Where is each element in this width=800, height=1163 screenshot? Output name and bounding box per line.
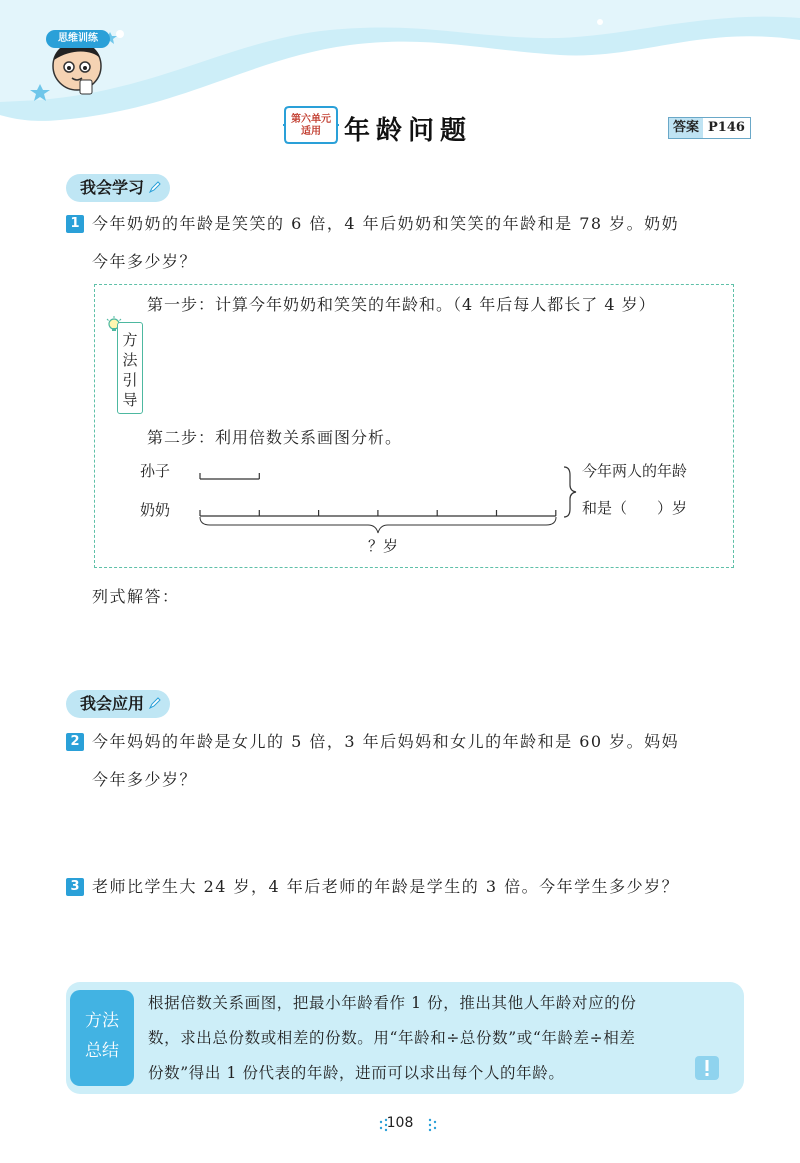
answer-reference [668,117,751,139]
question-1-line1: 今年奶奶的年龄是笑笑的 6 倍，4 年后奶奶和笑笑的年龄和是 78 岁。奶奶 [92,214,680,233]
diagram-row2-bar [200,510,556,516]
pencil-icon [148,696,162,710]
diagram-row1-bar [200,473,259,479]
question-2-line2: 今年多少岁？ [92,770,198,789]
answer-label: 答案 [669,118,703,138]
exclamation-note-icon [692,1053,722,1083]
solve-label: 列式解答： [92,587,180,606]
question-2-line1: 今年妈妈的年龄是女儿的 5 倍，3 年后妈妈和女儿的年龄和是 60 岁。妈妈 [92,732,680,751]
question-2-text [92,723,752,799]
diagram-row1-label: 孙子 [140,462,171,480]
mind-training-badge: 思维训练 [46,30,110,48]
page-number-right-dots-icon [424,1118,438,1132]
diagram-bottom-brace [200,517,556,533]
pencil-icon [148,180,162,194]
step-1-text: 第一步：计算今年奶奶和笑笑的年龄和。（4 年后每人都长了 4 岁） [147,295,656,314]
question-number-2: 2 [66,733,84,751]
method-summary-text [148,986,736,1091]
diagram-brace-text-line2: 和是（ ）岁 [582,499,688,517]
unit-badge-line2: 适用 [301,126,321,137]
question-1-text [92,205,752,281]
section-tag-apply-label: 我会应用 [80,694,145,713]
question-3-text [92,868,752,906]
answer-page: P146 [703,118,750,138]
summary-line3: 份数”得出 1 份代表的年龄，进而可以求出每个人的年龄。 [148,1064,565,1082]
page-title: 年龄问题 [344,116,473,146]
section-tag-learn [66,174,170,202]
question-3-line1: 老师比学生大 24 岁，4 年后老师的年龄是学生的 3 倍。今年学生多少岁？ [92,877,680,896]
summary-line1: 根据倍数关系画图，把最小年龄看作 1 份，推出其他人年龄对应的份 [148,994,637,1012]
section-tag-apply [66,690,170,718]
unit-badge-line1: 第六单元 [291,114,331,125]
question-number-1: 1 [66,215,84,233]
diagram-bottom-label: ？岁 [368,537,399,555]
page-number: 108 [386,1115,414,1131]
diagram-row2-label: 奶奶 [140,501,171,519]
diagram-right-brace [564,467,576,517]
summary-tab-line2: 总结 [85,1041,119,1061]
method-guide-label: 方法引导 [122,331,138,409]
step-2-text: 第二步：利用倍数关系画图分析。 [147,428,403,447]
diagram-brace-text-line1: 今年两人的年龄 [582,462,688,480]
section-tag-learn-label: 我会学习 [80,178,145,197]
question-1-line2: 今年多少岁？ [92,252,198,271]
method-summary-tab [70,990,134,1086]
summary-line2: 数，求出总份数或相差的份数。用“年龄和÷总份数”或“年龄差÷相差 [148,1029,636,1047]
question-number-3: 3 [66,878,84,896]
unit-badge [283,114,339,138]
summary-tab-line1: 方法 [85,1011,119,1031]
mascot-illustration [22,14,122,104]
line-segment-diagram [140,455,740,565]
